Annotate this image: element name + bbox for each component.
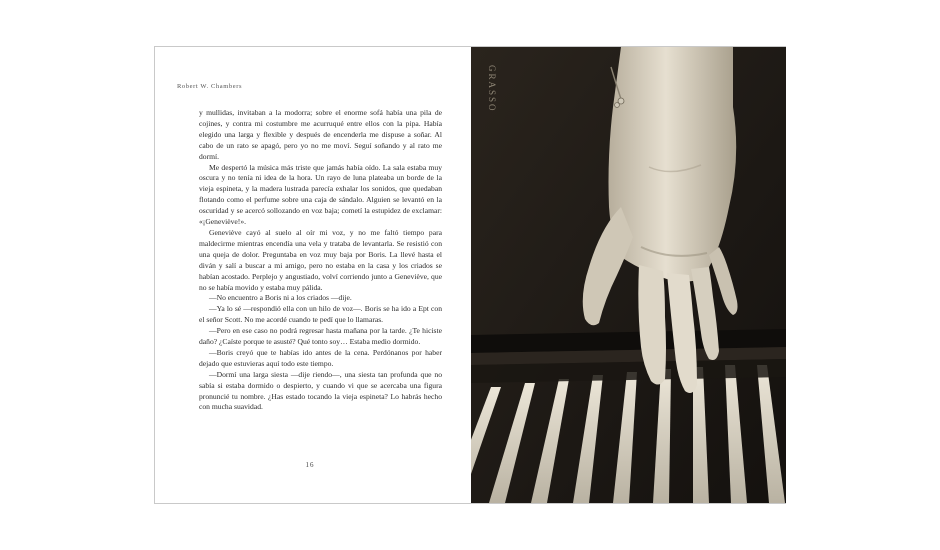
paragraph: —Pero en ese caso no podrá regresar hasta mañana por la tarde. ¿Te hiciste daño? ¿Caíste porque te asusté? Qué tonto soy… Estaba medio dormido. <box>199 326 442 347</box>
paragraph: —Boris creyó que te habías ido antes de la cena. Perdónanos por haber dejado que estuvieras aquí todo este tiempo. <box>199 347 442 368</box>
book-spread <box>154 46 786 504</box>
paragraph: —Ya lo sé —respondió ella con un hilo de voz—. Boris se ha ido a Ept con el señor Scott. No me acordé cuando te pedí que lo llamaras. <box>199 304 442 325</box>
hand-over-keyboard-illustration <box>471 47 786 503</box>
paragraph: Geneviève cayó al suelo al oír mi voz, y no me faltó tiempo para maldecirme mientras encendía una vela y trataba de levantarla. Se resistió con una queja de dolor. Preguntaba en voz muy baja por Boris. La llevé hasta el diván y salí a buscar a mi amigo, pero no estaba en la casa y los criados se habían acostado. Perplejo y angustiado, volví corriendo junto a Geneviève, que no se había movido y estaba muy pálida. <box>199 227 442 292</box>
artist-signature: GRASSO <box>487 65 497 113</box>
paragraph: y mullidas, invitaban a la modorra; sobre el enorme sofá había una pila de cojines, y contra mi costumbre me acurruqué entre ellos con la pipa. Había elegido una larga y flexible y después de encenderla me dispuse a soñar. Al cabo de un rato se apagó, pero yo no me moví. Seguí soñando y al rato me dormí. <box>199 108 442 161</box>
paragraph: Me despertó la música más triste que jamás había oído. La sala estaba muy oscura y no tenía ni idea de la hora. Un rayo de luna plateaba un borde de la vieja espineta, y la madera lustrada parecía exhalar los sonidos, que quedaban flotando como el perfume sobre una caja de sándalo. Alguien se levantó en la oscuridad y se acercó sollozando en voz baja; cometí la estupidez de exclamar: «¡Geneviève!». <box>199 162 442 227</box>
body-text <box>199 108 442 413</box>
page-number: 16 <box>305 461 315 469</box>
running-head: Robert W. Chambers <box>177 83 243 90</box>
text-page <box>155 47 471 503</box>
paragraph: —No encuentro a Boris ni a los criados —dije. <box>209 293 352 303</box>
illustration-page <box>471 47 786 503</box>
paragraph: —Dormí una larga siesta —dije riendo—, una siesta tan profunda que no sabía si estaba dormido o despierto, y cuando vi que se acercaba una figura pronuncié tu nombre. ¿Has estado tocando la vieja espineta? Lo habrás hecho con mucha suavidad. <box>199 369 442 412</box>
